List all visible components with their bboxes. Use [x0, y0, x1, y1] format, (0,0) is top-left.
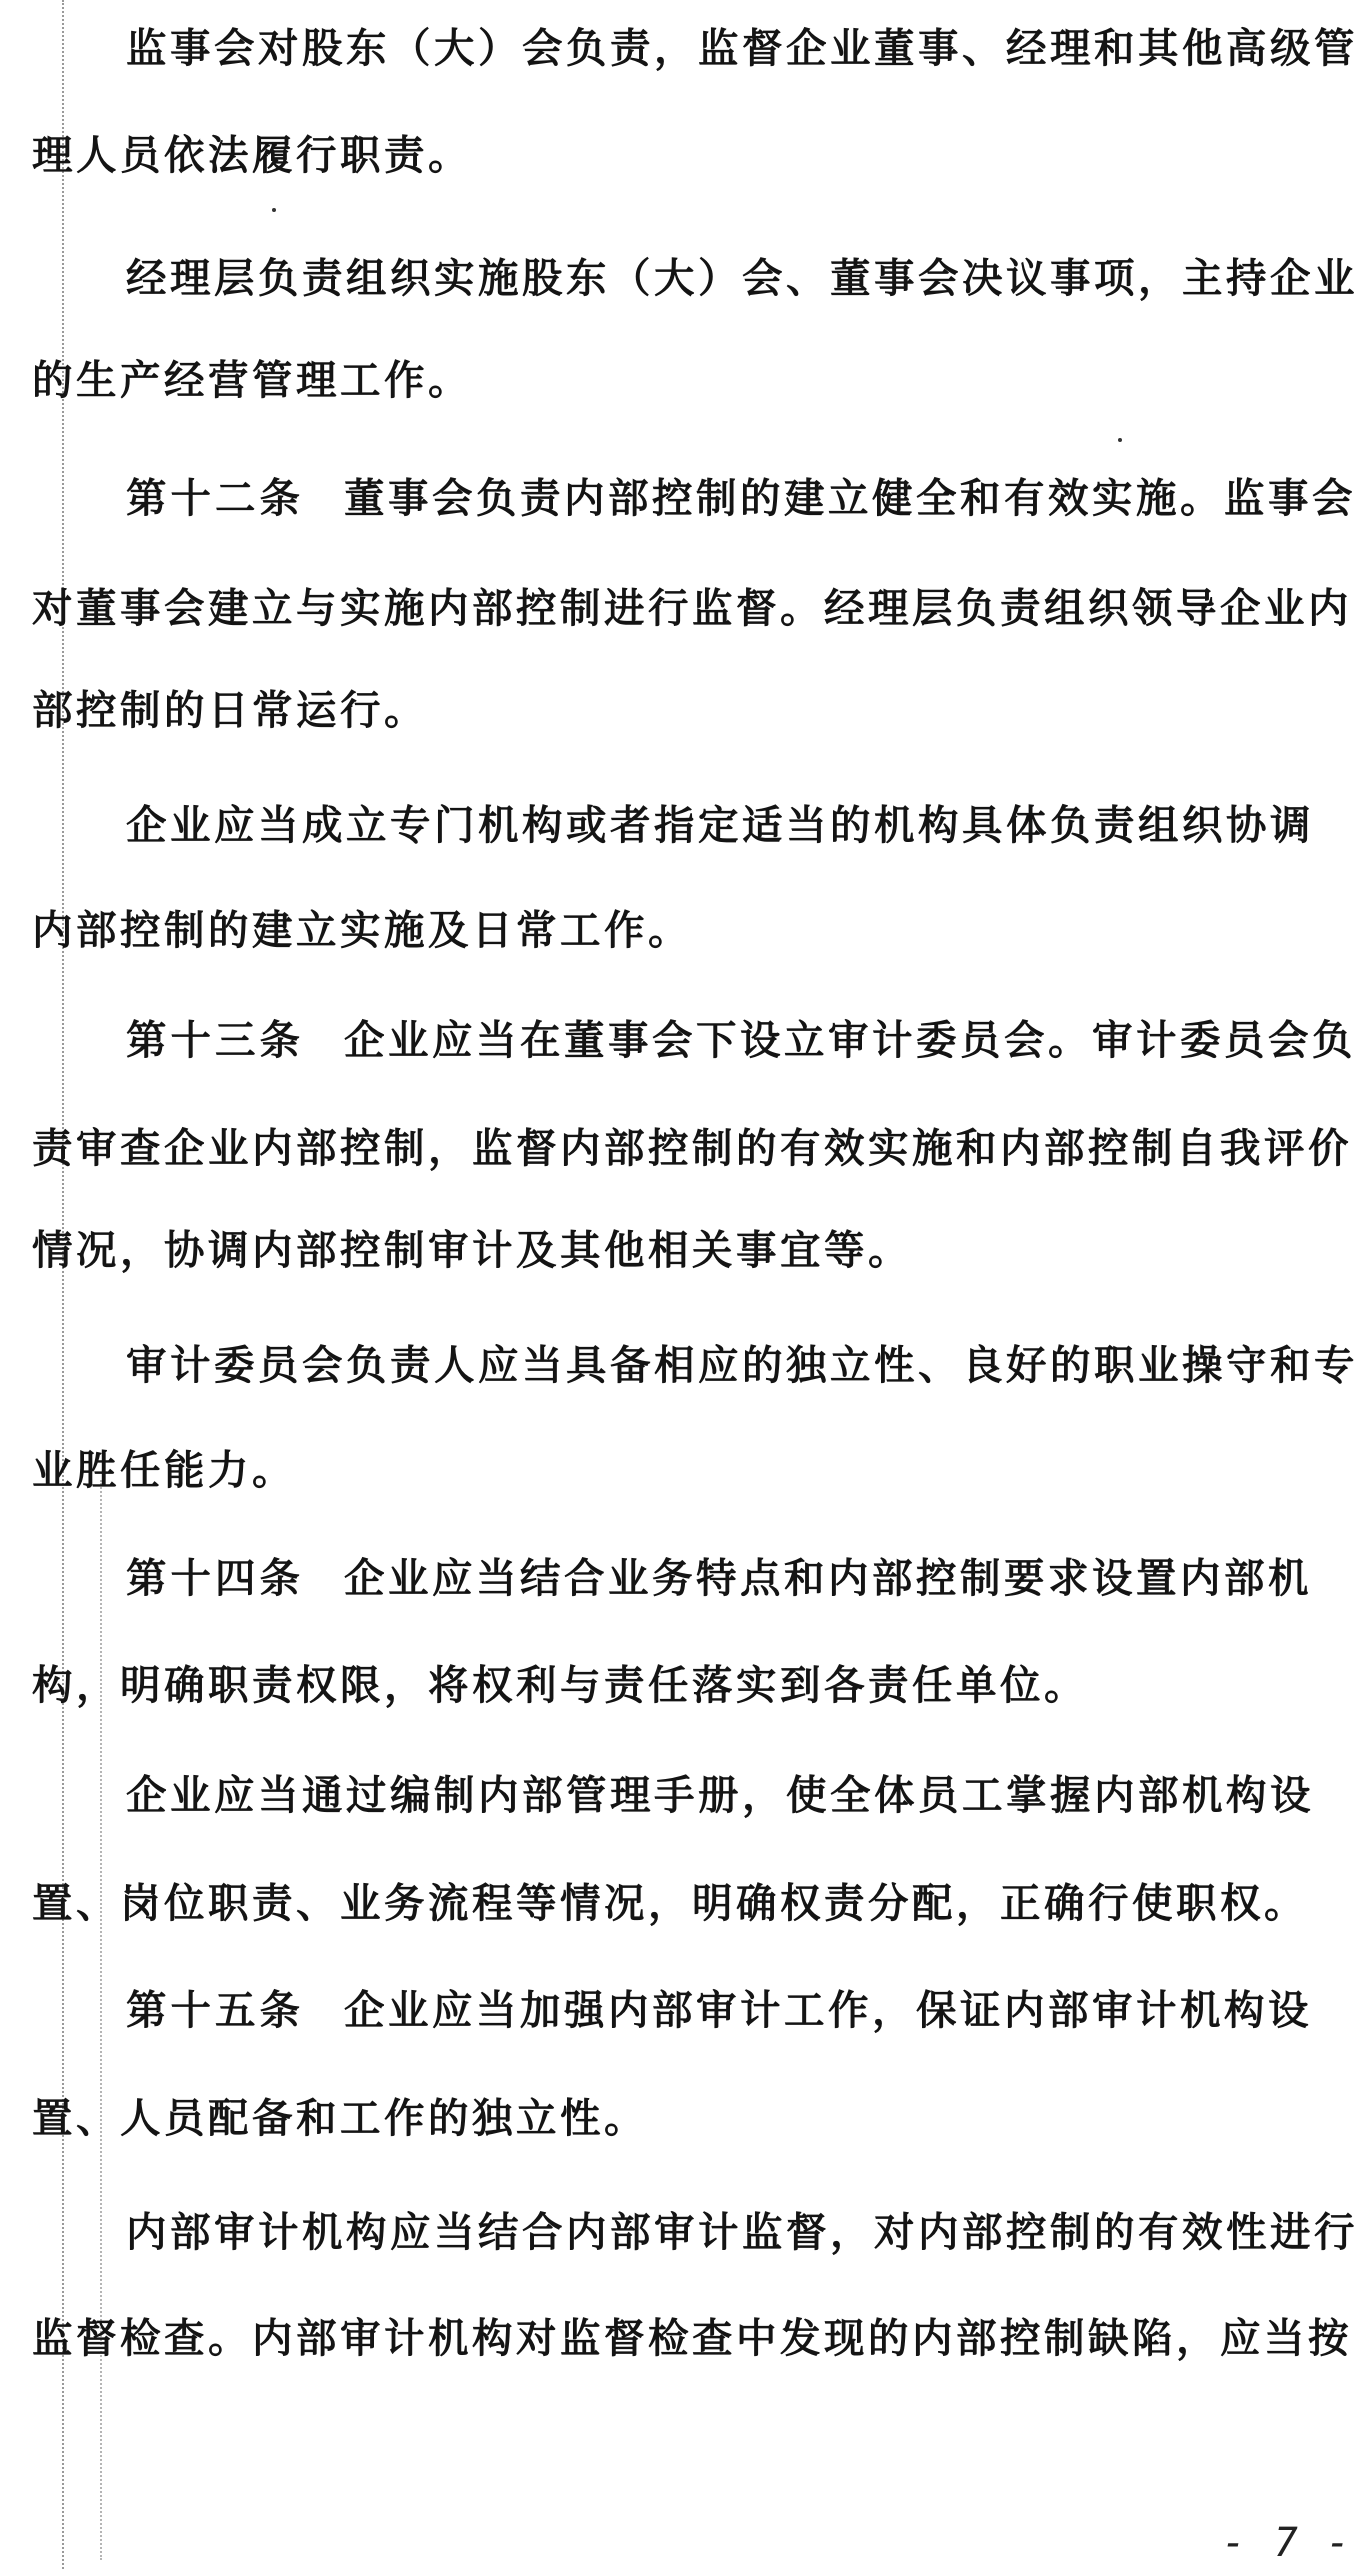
text-line: 内部控制的建立实施及日常工作。	[32, 906, 692, 954]
binding-margin-line-lower	[100, 1480, 102, 2560]
text-line: 的生产经营管理工作。	[32, 356, 472, 404]
text-line: 部控制的日常运行。	[32, 686, 428, 734]
text-line: 企业应当通过编制内部管理手册，使全体员工掌握内部机构设	[126, 1771, 1314, 1819]
text-line: 置、岗位职责、业务流程等情况，明确权责分配，正确行使职权。	[32, 1879, 1308, 1927]
article-number: 第十三条	[126, 1016, 304, 1064]
text-line: 经理层负责组织实施股东（大）会、董事会决议事项，主持企业	[126, 254, 1358, 302]
text-line: 对董事会建立与实施内部控制进行监督。经理层负责组织领导企业内	[32, 584, 1352, 632]
text-line: 理人员依法履行职责。	[32, 131, 472, 179]
text-line: 情况，协调内部控制审计及其他相关事宜等。	[32, 1226, 912, 1274]
text-line: 监督检查。内部审计机构对监督检查中发现的内部控制缺陷，应当按	[32, 2314, 1352, 2362]
text-line: 审计委员会负责人应当具备相应的独立性、良好的职业操守和专	[126, 1341, 1358, 1389]
scan-speck	[272, 208, 276, 212]
article-number: 第十二条	[126, 474, 304, 522]
text-line: 责审查企业内部控制，监督内部控制的有效实施和内部控制自我评价	[32, 1124, 1352, 1172]
article-line: 第十四条 企业应当结合业务特点和内部控制要求设置内部机	[126, 1554, 1312, 1602]
article-number: 第十四条	[126, 1554, 304, 1602]
page-number: - 7 -	[1221, 2520, 1352, 2566]
text-line: 企业应当成立专门机构或者指定适当的机构具体负责组织协调	[126, 801, 1314, 849]
text-line: 置、人员配备和工作的独立性。	[32, 2094, 648, 2142]
article-line: 第十二条 董事会负责内部控制的建立健全和有效实施。监事会	[126, 474, 1356, 522]
scan-speck	[1118, 438, 1122, 442]
article-line: 第十五条 企业应当加强内部审计工作，保证内部审计机构设	[126, 1986, 1312, 2034]
text-line: 内部审计机构应当结合内部审计监督，对内部控制的有效性进行	[126, 2208, 1358, 2256]
text-line: 构，明确职责权限，将权利与责任落实到各责任单位。	[32, 1661, 1088, 1709]
text-line: 业胜任能力。	[32, 1446, 296, 1494]
article-line: 第十三条 企业应当在董事会下设立审计委员会。审计委员会负	[126, 1016, 1356, 1064]
text-line: 监事会对股东（大）会负责，监督企业董事、经理和其他高级管	[126, 24, 1358, 72]
article-number: 第十五条	[126, 1986, 304, 2034]
